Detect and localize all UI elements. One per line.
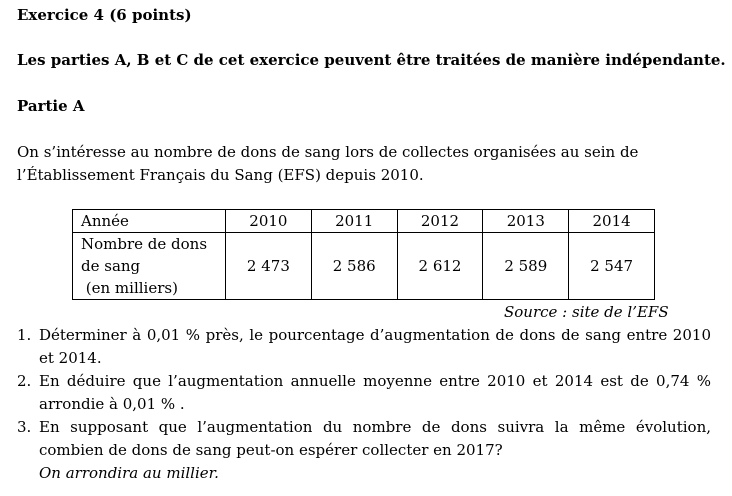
header-label: Année [73,210,226,233]
row-label-line: (en milliers) [81,279,178,297]
question-text: En déduire que l’augmentation annuelle moyenne entre 2010 et 2014 est de 0,74 % arrondie à 0,01 % . [39,372,711,413]
blood-donation-table [72,209,655,300]
row-label-line: de sang [81,257,141,275]
question-list [17,324,711,485]
value-cell: 2 473 [226,233,312,300]
row-label-line: Nombre de dons [81,235,208,253]
question-item [17,416,711,485]
question-item [17,370,711,416]
question-text: En supposant que l’augmentation du nombre de dons suivra la même évolution, combien de dons de sang peut-on espérer collecter en 2017? [39,418,711,459]
intro-paragraph: On s’intéresse au nombre de dons de sang lors de collectes organisées au sein de l’Établissement Français du Sang (EFS) depuis 2010. [17,143,639,184]
exercise-title: Exercice 4 (6 points) [17,6,192,24]
table-header-row [73,210,655,233]
value-cell: 2 586 [311,233,397,300]
table-source: Source : site de l’EFS [504,303,669,321]
question-item [17,324,711,370]
part-a-heading: Partie A [17,97,85,115]
question-text: Déterminer à 0,01 % près, le pourcentage d’augmentation de dons de sang entre 2010 et 2014. [39,326,711,367]
question-number: 3. [17,418,32,436]
table-data-row [73,233,655,300]
year-cell: 2014 [569,210,655,233]
year-cell: 2011 [311,210,397,233]
year-cell: 2010 [226,210,312,233]
question-number: 1. [17,326,32,344]
year-cell: 2012 [397,210,483,233]
question-note: On arrondira au millier. [39,464,219,482]
row-label [73,233,226,300]
independence-note: Les parties A, B et C de cet exercice peuvent être traitées de manière indépendante. [17,51,726,69]
value-cell: 2 547 [569,233,655,300]
value-cell: 2 589 [483,233,569,300]
value-cell: 2 612 [397,233,483,300]
year-cell: 2013 [483,210,569,233]
question-number: 2. [17,372,32,390]
